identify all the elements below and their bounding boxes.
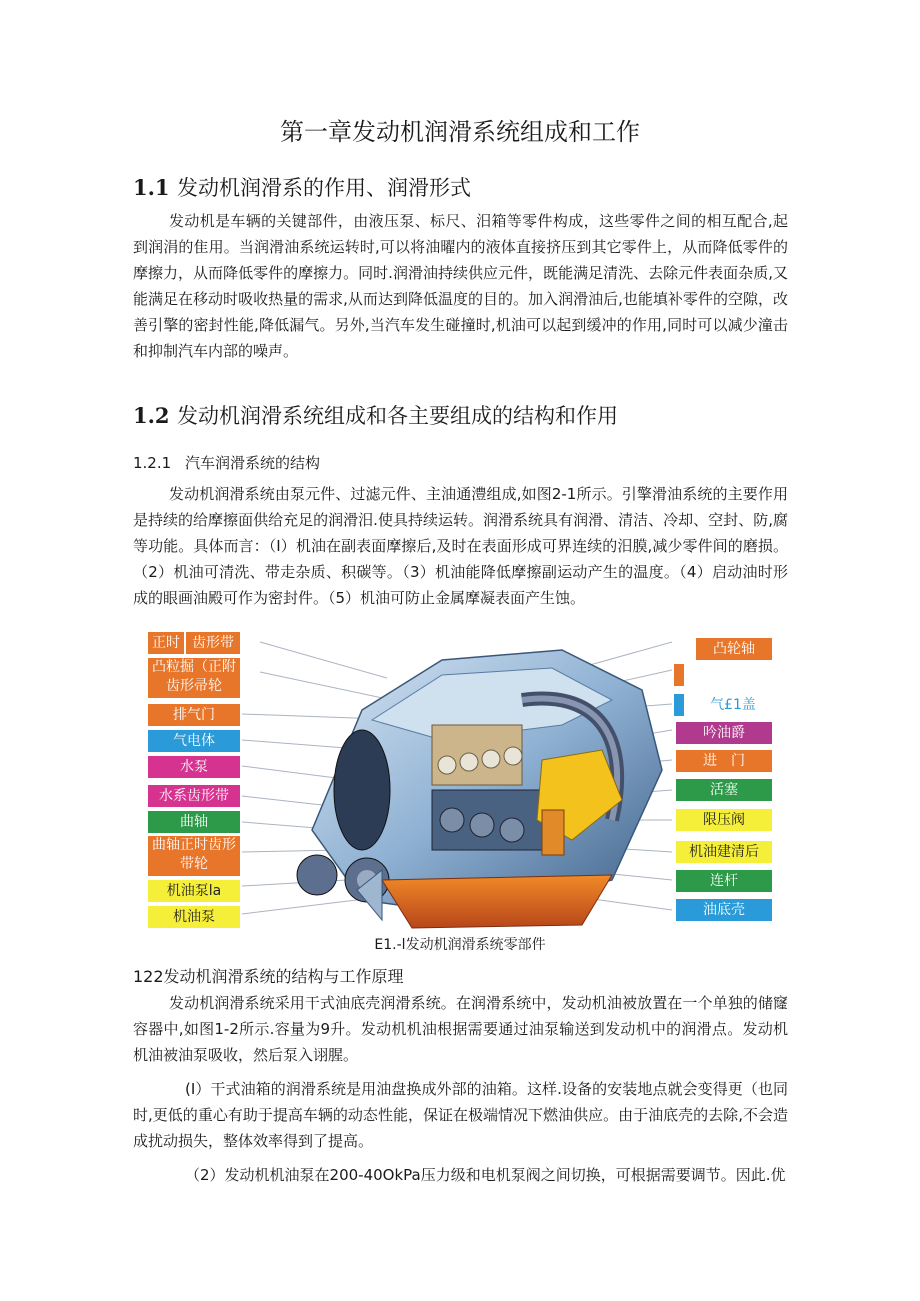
- label-oil-pan: 油底壳: [676, 899, 772, 921]
- label-connecting-rod: 连杆: [676, 870, 772, 892]
- section-number: 1.2: [133, 403, 170, 428]
- section-1-2-2-heading: 122发动机润滑系统的结构与工作原理: [133, 967, 404, 986]
- label-oil-pump: 机油泵: [148, 906, 240, 928]
- label-exhaust-valve: 排气门: [148, 704, 240, 726]
- label-oil-filter: 机油建清后: [676, 841, 772, 863]
- label-crankshaft: 曲轴: [148, 811, 240, 833]
- section-1-2-2-paragraph-1: 发动机润滑系统采用干式油底壳润滑系统。在润滑系统中，发动机油被放置在一个单独的储窿容器中,如图1-2所示.容量为9升。发动机机油根据需要通过油泵输送到发动机中的润滑点。发动机机油被油泵吸收，然后泵入诩腥。: [133, 994, 788, 1064]
- section-1-2-2-paragraph-2: (I）干式油箱的润滑系统是用油盘换成外部的油箱。这样.设备的安装地点就会变得更（也同时,更低的重心有助于提高车辆的动态性能，保证在极端情况下燃油供应。由于油底壳的去除,不会造成扰动损失，整体效率得到了提高。: [133, 1080, 788, 1150]
- label-camshaft-pulley: 凸粒掘（正附齿形帚轮: [148, 658, 240, 698]
- section-1-2-2-paragraph-3: （2）发动机机油泵在200-40OkPa压力级和电机泵阀之间切换，可根据需要调节。因此.优: [185, 1166, 786, 1184]
- section-1-2-1-paragraph: 发动机润滑系统由泵元件、过滤元件、主油通澧组成,如图2-1所示。引擎滑油系统的主要作用是持续的给摩擦面供给充足的润滑汨.使具持续运转。润滑系统具有润滑、清洁、冷却、空封、防,腐等功能。具体而言：（I）机油在副表面摩擦后,及时在表面形成可界连续的汨膜,减少零件间的磨损。（2）机油可清洗、带走杂质、积碳等。（3）机油能降低摩擦副运动产生的温度。（4）启动油时形成的眼画油殿可作为密封件。（5）机油可防止金属摩凝表面产生蚀。: [133, 485, 788, 607]
- label-cylinder-block: 气电体: [148, 730, 240, 752]
- label-cylinder-head-cover: 气£1盖: [694, 694, 772, 716]
- section-1-2-1-heading: [133, 452, 320, 473]
- label-oil-filler: 吟油爵: [676, 722, 772, 744]
- label-toothed-belt: 齿形带: [186, 632, 240, 654]
- label-crankshaft-timing-pulley: 曲轴正时齿形带轮: [148, 836, 240, 876]
- figure-caption: E1.-l发动机润滑系统零部件: [374, 937, 546, 953]
- section-1-1-heading: [133, 172, 471, 202]
- label-blank-marker: [674, 664, 684, 686]
- label-water-pump: 水泵: [148, 756, 240, 778]
- label-pressure-limit-valve: 限压阀: [676, 809, 772, 831]
- section-1-2-heading: [133, 400, 618, 430]
- subsection-number: 1.2.1: [133, 454, 172, 472]
- label-intake-valve: 进 门: [676, 750, 772, 772]
- section-title: 发动机润滑系统组成和各主要组成的结构和作用: [177, 404, 618, 428]
- section-number: 1.1: [133, 175, 170, 200]
- label-timing: 正时: [148, 632, 184, 654]
- section-1-1-paragraph: 发动机是车辆的关键部件，由液压泵、标尺、汨箱等零件构成，这些零件之间的相互配合,起到润涓的隹用。当润滑油系统运转时,可以将油曜内的液体直接挤压到其它零件上，从而降低零件的摩擦力，从而降低零件的摩擦力。同时.润滑油持续供应元件，既能满足清洗、去除元件表面杂质,又能满足在移动时吸收热量的需求,从而达到降低温度的目的。加入润滑油后,也能填补零件的空隙，改善引擎的密封性能,降低漏气。另外,当汽车发生碰撞时,机油可以起到缓冲的作用,同时可以减少潼击和抑制汽车内部的噪声。: [133, 212, 788, 360]
- engine-figure: [142, 630, 782, 930]
- section-title: 发动机润滑系的作用、润滑形式: [177, 176, 471, 200]
- subsection-title: 汽车润滑系统的结构: [185, 454, 321, 472]
- label-water-pump-belt: 水系齿形带: [148, 785, 240, 807]
- label-oil-pump-la: 机油泵la: [148, 880, 240, 902]
- label-marker-head: [674, 694, 684, 716]
- label-camshaft: 凸轮轴: [696, 638, 772, 660]
- label-piston: 活塞: [676, 779, 772, 801]
- chapter-title: 第一章发动机润滑系统组成和工作: [280, 118, 640, 146]
